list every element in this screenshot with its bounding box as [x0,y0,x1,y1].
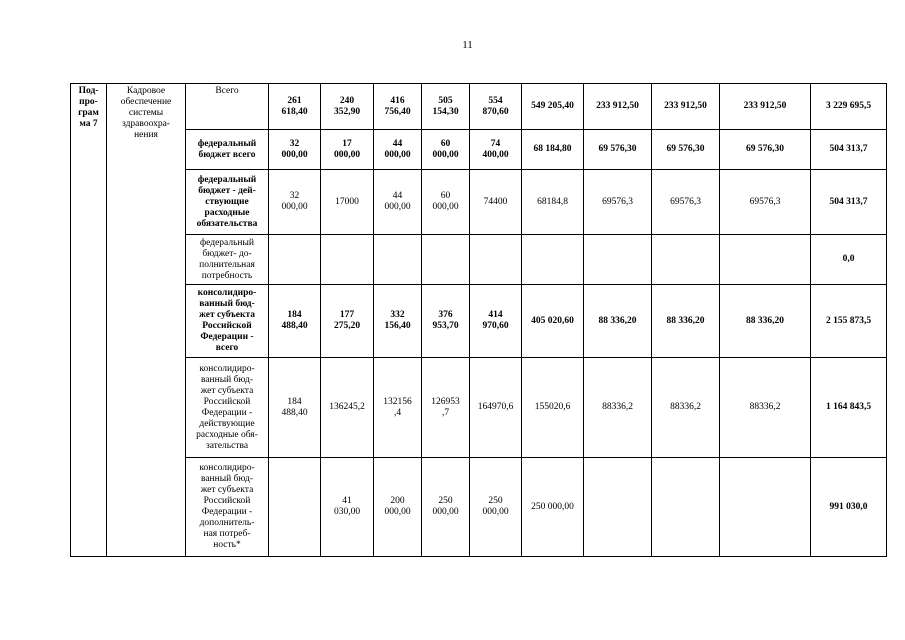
value-cell: 240 352,90 [321,84,374,130]
program-name-cell: Кадровое обеспечение системы здравоохра- нения [107,84,186,557]
value-cell: 17000 [321,170,374,235]
value-cell: 88 336,20 [584,285,652,358]
value-cell: 68 184,80 [522,130,584,170]
value-cell [720,235,811,285]
value-cell [522,235,584,285]
value-cell: 405 020,60 [522,285,584,358]
table-row-federal-additional [71,235,887,285]
value-cell: 44 000,00 [374,130,422,170]
total-cell: 3 229 695,5 [811,84,887,130]
value-cell: 60 000,00 [422,130,470,170]
source-cell: федеральный бюджет- до- полнительная потребность [186,235,269,285]
value-cell: 332 156,40 [374,285,422,358]
value-cell [321,235,374,285]
total-cell: 991 030,0 [811,458,887,557]
value-cell: 88 336,20 [652,285,720,358]
table-row-total [71,84,887,130]
value-cell [584,235,652,285]
value-cell: 44 000,00 [374,170,422,235]
table-row-regional-current [71,358,887,458]
value-cell: 250 000,00 [422,458,470,557]
value-cell: 68184,8 [522,170,584,235]
value-cell: 74400 [470,170,522,235]
value-cell [374,235,422,285]
value-cell: 233 912,50 [584,84,652,130]
value-cell: 233 912,50 [720,84,811,130]
value-cell: 184 488,40 [269,285,321,358]
value-cell: 17 000,00 [321,130,374,170]
total-cell: 2 155 873,5 [811,285,887,358]
value-cell: 184 488,40 [269,358,321,458]
value-cell: 414 970,60 [470,285,522,358]
value-cell: 126953 ,7 [422,358,470,458]
value-cell: 177 275,20 [321,285,374,358]
value-cell: 200 000,00 [374,458,422,557]
value-cell: 549 205,40 [522,84,584,130]
total-cell: 504 313,7 [811,170,887,235]
value-cell: 69576,3 [584,170,652,235]
value-cell: 261 618,40 [269,84,321,130]
value-cell [269,458,321,557]
value-cell: 132156 ,4 [374,358,422,458]
value-cell: 69576,3 [652,170,720,235]
value-cell: 505 154,30 [422,84,470,130]
value-cell: 74 400,00 [470,130,522,170]
total-cell: 1 164 843,5 [811,358,887,458]
value-cell: 164970,6 [470,358,522,458]
source-cell: федеральный бюджет - дей- ствующие расходные обязательства [186,170,269,235]
table-row-federal-total [71,130,887,170]
source-cell: Всего [186,84,269,130]
source-cell: консолидиро- ванный бюд- жет субъекта Российской Федерации - действующие расходные обя- зательства [186,358,269,458]
source-cell: федеральный бюджет всего [186,130,269,170]
value-cell [652,458,720,557]
page-number: 11 [462,39,473,51]
value-cell [652,235,720,285]
value-cell [269,235,321,285]
value-cell: 376 953,70 [422,285,470,358]
value-cell: 554 870,60 [470,84,522,130]
value-cell: 88336,2 [652,358,720,458]
source-cell: консолидиро- ванный бюд- жет субъекта Российской Федерации - дополнитель- ная потреб- ность* [186,458,269,557]
table-row-regional-total [71,285,887,358]
table-row-federal-current [71,170,887,235]
value-cell: 250 000,00 [470,458,522,557]
value-cell: 88336,2 [584,358,652,458]
table-row-regional-additional [71,458,887,557]
value-cell: 88 336,20 [720,285,811,358]
value-cell: 250 000,00 [522,458,584,557]
value-cell: 416 756,40 [374,84,422,130]
value-cell: 69 576,30 [652,130,720,170]
value-cell: 32 000,00 [269,170,321,235]
value-cell: 60 000,00 [422,170,470,235]
program-cell: Под- про- грам ма 7 [71,84,107,557]
value-cell [720,458,811,557]
value-cell [470,235,522,285]
total-cell: 504 313,7 [811,130,887,170]
value-cell: 69576,3 [720,170,811,235]
value-cell: 233 912,50 [652,84,720,130]
value-cell [422,235,470,285]
value-cell [584,458,652,557]
value-cell: 69 576,30 [720,130,811,170]
value-cell: 41 030,00 [321,458,374,557]
source-cell: консолидиро- ванный бюд- жет субъекта Российской Федерации - всего [186,285,269,358]
value-cell: 69 576,30 [584,130,652,170]
value-cell: 32 000,00 [269,130,321,170]
value-cell: 155020,6 [522,358,584,458]
budget-table [70,83,887,557]
value-cell: 88336,2 [720,358,811,458]
value-cell: 136245,2 [321,358,374,458]
total-cell: 0,0 [811,235,887,285]
